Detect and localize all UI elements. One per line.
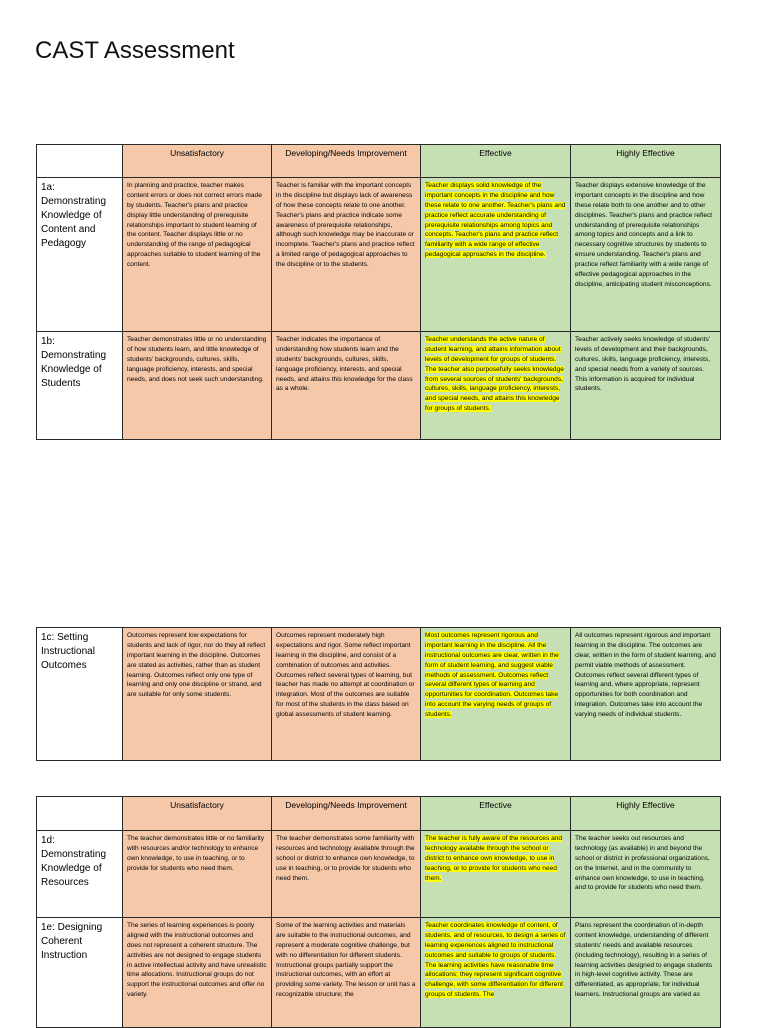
cell-developing: The teacher demonstrates some familiarity with resources and technology available through the school or district to enhance own knowledge, to use in teaching, or to provide for students who need them. [272,831,421,918]
header-unsatisfactory: Unsatisfactory [123,797,272,831]
header-blank [37,797,123,831]
header-effective: Effective [421,145,571,178]
header-highly-effective: Highly Effective [571,797,721,831]
highlighted-text: Most outcomes represent rigorous and important learning in the discipline. All the instructional outcomes are clear, written in the form of student learning, and suggest viable methods of assessment. Outcomes reflect several different types of learning and opportunities for coordination. Outcomes take into account the varying needs of groups of students. [425,632,559,719]
cell-highly-effective: Teacher displays extensive knowledge of the important concepts in the discipline and how these relate both to one another and to other disciplines. Teacher's plans and practice reflect understanding of prerequisite relationships among topics and concepts and a link to necessary cognitive structures by students to ensure understanding. Teacher's plans and practice reflect familiarity with a wide range of effective pedagogical approaches in the discipline, anticipating student misconceptions. [571,178,721,332]
rubric-table-3 [36,796,721,1028]
row-label: 1a: Demonstrating Knowledge of Content and Pedagogy [37,178,123,332]
cell-highly-effective: Plans represent the coordination of in-depth content knowledge, understanding of different students' needs and available resources (including technology), resulting in a series of learning activities designed to engage students in high-level cognitive activity. These are differentiated, as appropriate, for individual learners. Instructional groups are varied as [571,918,721,1028]
rubric-table-2 [36,627,721,761]
cell-effective [421,628,571,761]
header-developing: Developing/Needs Improvement [272,797,421,831]
cell-developing: Outcomes represent moderately high expectations and rigor. Some reflect important learning in the discipline, and consist of a combination of outcomes and activities. Outcomes reflect several types of learning, but teacher has made no attempt at coordination or integration. Most of the outcomes are suitable for most of the students in the class based on global assessments of student learning. [272,628,421,761]
header-developing: Developing/Needs Improvement [272,145,421,178]
row-label: 1e: Designing Coherent Instruction [37,918,123,1028]
header-unsatisfactory: Unsatisfactory [123,145,272,178]
highlighted-text: Teacher understands the active nature of student learning, and attains information about levels of development for groups of students. The teacher also purposefully seeks knowledge from several sources of students' backgrounds, cultures, skills, language proficiency, interests, and special needs, and attains this knowledge for groups of students. [425,336,564,413]
cell-effective [421,332,571,440]
cell-unsatisfactory: The teacher demonstrates little or no familiarity with resources and/or technology to enhance own knowledge, to use in teaching, or to provide for students who need them. [123,831,272,918]
cell-effective [421,918,571,1028]
row-label: 1d: Demonstrating Knowledge of Resources [37,831,123,918]
highlighted-text: Teacher displays solid knowledge of the important concepts in the discipline and how these relate to one another. Teacher's plans and practice reflect accurate understanding of prerequisite relationships among topics and concepts. Teacher's plans and practice reflect familiarity with a wide range of effective pedagogical approaches in the discipline. [425,182,566,259]
cell-highly-effective: The teacher seeks out resources and technology (as available) in and beyond the school or district in professional organizations, on the Internet, and in the community to enhance own knowledge, to use in teaching, and to provide for students who need them. [571,831,721,918]
cell-highly-effective: Teacher actively seeks knowledge of students' levels of development and their backgrounds, cultures, skills, language proficiency, interests, and special needs from a variety of sources. This information is acquired for individual students. [571,332,721,440]
cell-unsatisfactory: Teacher demonstrates little or no understanding of how students learn, and little knowledge of students' backgrounds, cultures, skills, language proficiency, interests, and special needs, and does not seek such understanding. [123,332,272,440]
table-row [37,178,721,332]
table-row [37,831,721,918]
rubric-table-1 [36,144,721,440]
table-row [37,918,721,1028]
row-label: 1c: Setting Instructional Outcomes [37,628,123,761]
cell-unsatisfactory: In planning and practice, teacher makes content errors or does not correct errors made by students. Teacher's plans and practice display little understanding of prerequisite relationships important to student learning of the content. Teacher displays little or no understanding of the range of pedagogical approaches suitable to student learning of the content. [123,178,272,332]
cell-unsatisfactory: The series of learning experiences is poorly aligned with the instructional outcomes and does not represent a coherent structure. The activities are not designed to engage students in active intellectual activity and have unrealistic time allocations. Instructional groups do not support the instructional outcomes and offer no variety. [123,918,272,1028]
header-effective: Effective [421,797,571,831]
highlighted-text: The teacher is fully aware of the resources and technology available through the school or district to enhance own knowledge, to use in teaching, or to provide for students who need them. [425,835,563,882]
row-label: 1b: Demonstrating Knowledge of Students [37,332,123,440]
cell-developing: Teacher is familiar with the important concepts in the discipline but displays lack of awareness of how these concepts relate to one another. Teacher's plans and practice indicate some awareness of prerequisite relationships, although such knowledge may be inaccurate or incomplete. Teacher's plans and practice reflect a limited range of pedagogical approaches to the discipline or to the students. [272,178,421,332]
header-highly-effective: Highly Effective [571,145,721,178]
cell-developing: Some of the learning activities and materials are suitable to the instructional outcomes, and represent a moderate cognitive challenge, but with no differentiation for different students. Instructional groups partially support the instructional outcomes, with an effort at providing some variety. The lesson or unit has a recognizable structure; the [272,918,421,1028]
header-blank [37,145,123,178]
cell-effective [421,831,571,918]
cell-developing: Teacher indicates the importance of understanding how students learn and the students' backgrounds, cultures, skills, language proficiency, interests, and special needs, and attains this knowledge for the class as a whole. [272,332,421,440]
table-row [37,332,721,440]
cell-effective [421,178,571,332]
cell-unsatisfactory: Outcomes represent low expectations for students and lack of rigor, nor do they all reflect important learning in the discipline. Outcomes are stated as activities, rather than as student learning. Outcomes reflect only one type of learning and only one discipline or strand, and are suitable for only some students. [123,628,272,761]
page-title: CAST Assessment [35,37,235,64]
table-row [37,628,721,761]
header-row [37,145,721,178]
header-row [37,797,721,831]
cell-highly-effective: All outcomes represent rigorous and important learning in the discipline. The outcomes are clear, written in the form of student learning, and permit viable methods of assessment. Outcomes reflect several different types of learning and, where appropriate, represent opportunities for both coordination and integration. Outcomes take into account the varying needs of individual students. [571,628,721,761]
highlighted-text: Teacher coordinates knowledge of content, of students, and of resources, to design a series of learning experiences aligned to instructional outcomes and suitable to groups of students. The learning activities have reasonable time allocations; they represent significant cognitive challenge, with some differentiation for different groups of students. The [425,922,566,999]
